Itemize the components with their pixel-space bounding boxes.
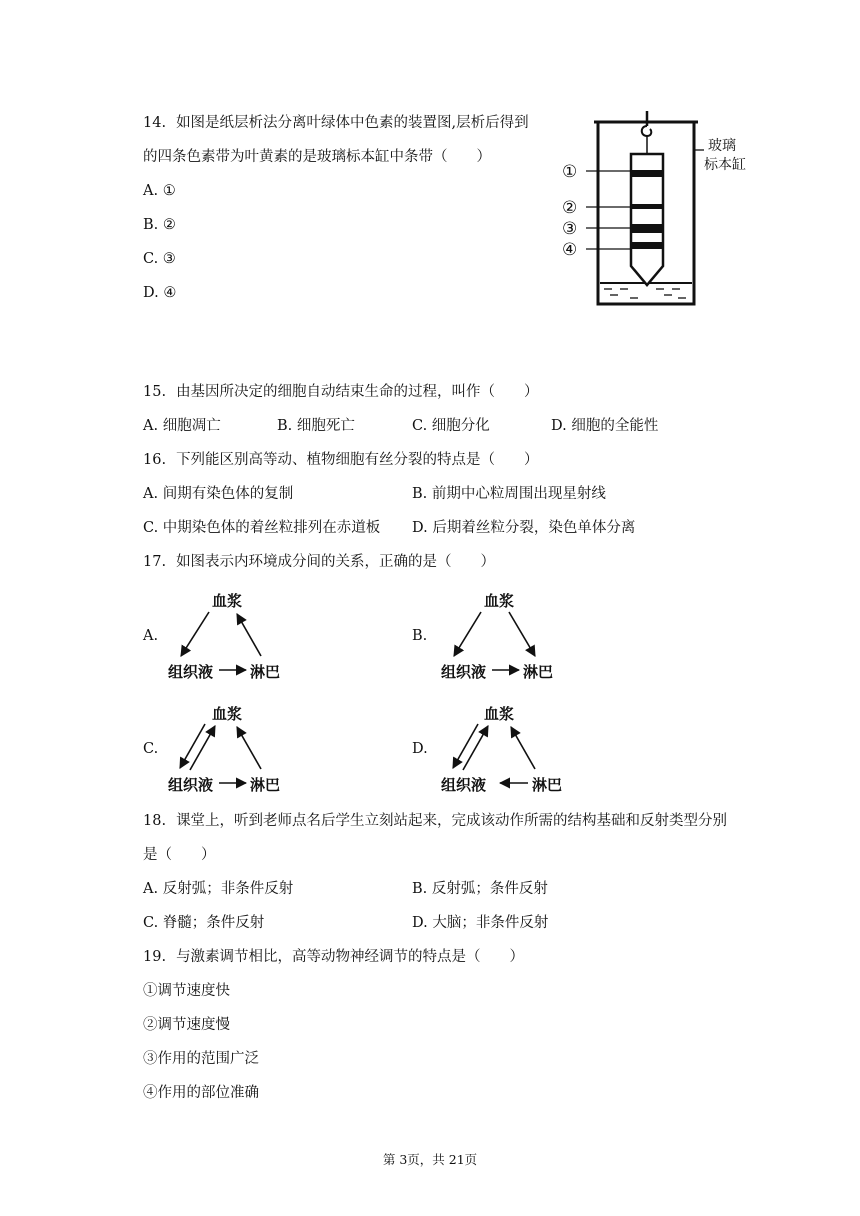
- q18-stem-line2: 是（ ）: [143, 847, 216, 863]
- q18-option-c: C. 脊髓；条件反射: [143, 915, 265, 931]
- tissue-fluid-label: 组织液: [441, 776, 487, 794]
- jar-label-line2: 标本缸: [704, 157, 746, 173]
- q19-item-3: ③作用的范围广泛: [143, 1051, 259, 1067]
- q19-number: 19.: [143, 949, 167, 965]
- q16-option-b: B. 前期中心粒周围出现星射线: [412, 486, 606, 502]
- q18-number: 18.: [143, 813, 167, 829]
- lymph-label: 淋巴: [532, 776, 563, 794]
- tissue-fluid-label: 组织液: [441, 663, 487, 681]
- jar-label-line1: 玻璃: [708, 138, 736, 154]
- q15-stem-text: 由基因所决定的细胞自动结束生命的过程，叫作（ ）: [176, 384, 539, 400]
- q14-option-a: A. ①: [143, 183, 176, 199]
- plasma-label: 血浆: [484, 705, 515, 723]
- band-label-1: ①: [562, 162, 578, 182]
- q19-stem-text: 与激素调节相比，高等动物神经调节的特点是（ ）: [176, 949, 525, 965]
- q15-option-a: A. 细胞凋亡: [143, 418, 221, 434]
- q16-option-a: A. 间期有染色体的复制: [143, 486, 294, 502]
- q16-option-d: D. 后期着丝粒分裂，染色单体分离: [412, 520, 636, 536]
- q17-option-a-label: A.: [143, 628, 159, 644]
- band-label-4: ④: [562, 240, 578, 260]
- q14-option-d: D. ④: [143, 285, 177, 301]
- page-footer: 第 3页，共 21页: [382, 1152, 478, 1167]
- band-label-2: ②: [562, 198, 578, 218]
- q19-item-1: ①调节速度快: [143, 983, 230, 999]
- band-label-3: ③: [562, 219, 578, 239]
- q14-stem-line1: 如图是纸层析法分离叶绿体中色素的装置图,层析后得到: [176, 115, 529, 131]
- q15-number: 15.: [143, 384, 167, 400]
- q15-option-c: C. 细胞分化: [412, 418, 490, 434]
- q19-item-2: ②调节速度慢: [143, 1017, 230, 1033]
- q18-option-b: B. 反射弧；条件反射: [412, 881, 548, 897]
- q17-stem-text: 如图表示内环境成分间的关系，正确的是（ ）: [176, 554, 496, 570]
- tissue-fluid-label: 组织液: [168, 776, 214, 794]
- lymph-label: 淋巴: [250, 776, 281, 794]
- q19-stem: [143, 947, 524, 967]
- q14-option-c: C. ③: [143, 251, 176, 267]
- q17-number: 17.: [143, 554, 167, 570]
- plasma-label: 血浆: [484, 592, 515, 610]
- lymph-label: 淋巴: [523, 663, 554, 681]
- q18-stem: [143, 811, 727, 831]
- q17-option-b-label: B.: [412, 628, 428, 644]
- plasma-label: 血浆: [212, 705, 243, 723]
- lymph-label: 淋巴: [250, 663, 281, 681]
- plasma-label: 血浆: [212, 592, 243, 610]
- q16-option-c: C. 中期染色体的着丝粒排列在赤道板: [143, 520, 381, 536]
- q18-option-d: D. 大脑；非条件反射: [412, 915, 549, 931]
- q16-number: 16.: [143, 452, 167, 468]
- q16-stem-text: 下列能区别高等动、植物细胞有丝分裂的特点是（ ）: [176, 452, 539, 468]
- q18-stem-line1: 课堂上，听到老师点名后学生立刻站起来，完成该动作所需的结构基础和反射类型分别: [176, 813, 728, 829]
- q17-option-d-label: D.: [412, 741, 428, 757]
- q15-option-d: D. 细胞的全能性: [551, 418, 659, 434]
- tissue-fluid-label: 组织液: [168, 663, 214, 681]
- q14-option-b: B. ②: [143, 217, 176, 233]
- q18-option-a: A. 反射弧；非条件反射: [143, 881, 294, 897]
- q14-stem-line2: 的四条色素带为叶黄素的是玻璃标本缸中条带（ ）: [143, 149, 491, 165]
- q14-number: 14.: [143, 115, 167, 131]
- q15-option-b: B. 细胞死亡: [277, 418, 355, 434]
- q17-option-c-label: C.: [143, 741, 159, 757]
- q19-item-4: ④作用的部位准确: [143, 1085, 259, 1101]
